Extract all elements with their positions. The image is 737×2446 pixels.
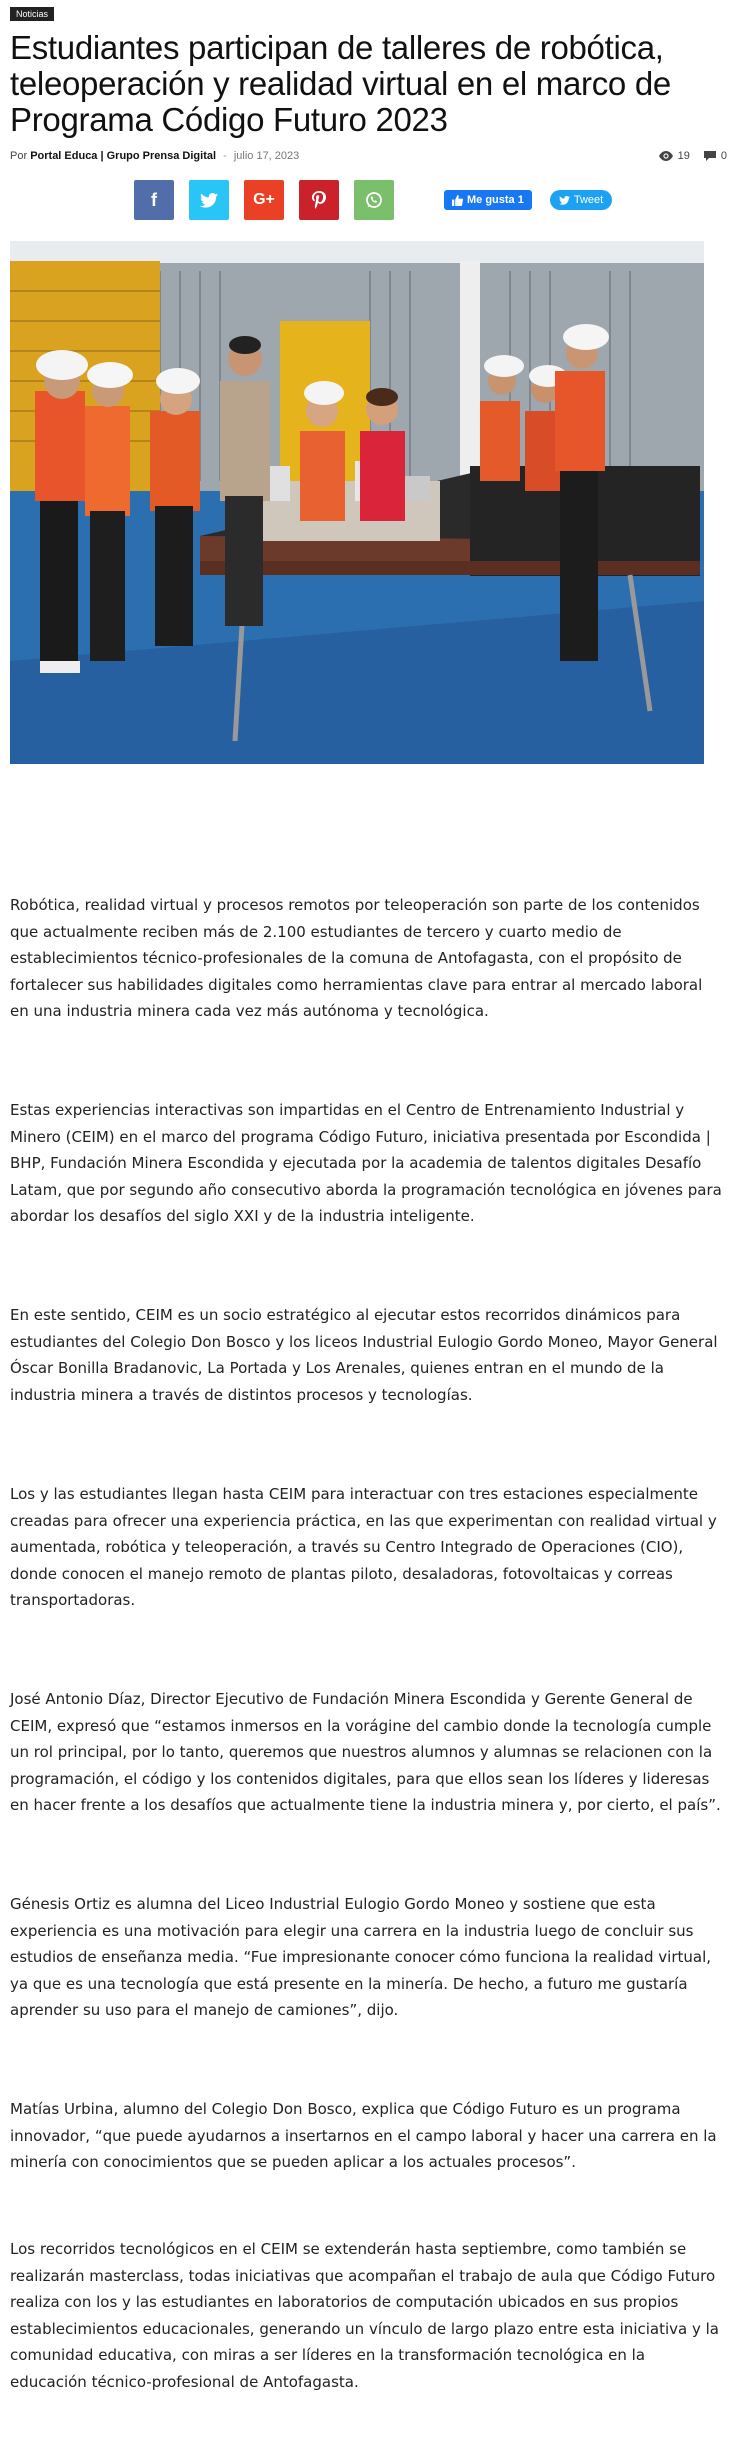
whatsapp-share-button[interactable] <box>354 180 394 220</box>
paragraph-5: José Antonio Díaz, Director Ejecutivo de Fundación Minera Escondida y Gerente General de CEIM, expresó que “estamos inmersos en la vorágine del cambio donde la tecnología cumple un rol principal, por lo tanto, queremos que nuestros alumnos y alumnas se relacionen con la programación, el código y los contenidos digitales, para que ellos sean los líderes y lideresas en hacer frente a los desafíos que actualmente tiene la industria minera y, por cierto, el país”. <box>10 1690 721 1814</box>
twitter-share-button[interactable] <box>189 180 229 220</box>
paragraph-7: Matías Urbina, alumno del Colegio Don Bosco, explica que Código Futuro es un programa innovador, “que puede ayudarnos a insertarnos en el campo laboral y hacer una carrera en la minería con conocimientos que se pueden aplicar a los actuales procesos”. <box>10 2100 717 2171</box>
like-label: Me gusta 1 <box>467 194 524 206</box>
paragraph-2: Estas experiencias interactivas son impartidas en el Centro de Entrenamiento Industrial y Minero (CEIM) en el marco del programa Código Futuro, iniciativa presentada por Escondida | BHP, Fundación Minera Escondida y ejecutada por la academia de talentos digitales Desafío Latam, que por segundo año consecutivo aborda la programación tecnológica en jóvenes para abordar los desafíos del siglo XXI y de la industria inteligente. <box>10 1101 722 1225</box>
article-stats <box>659 150 727 162</box>
facebook-like-button[interactable] <box>444 190 532 210</box>
featured-image-graphic <box>10 241 704 764</box>
facebook-share-button[interactable] <box>134 180 174 220</box>
author-link[interactable]: Portal Educa | Grupo Prensa Digital <box>30 150 217 162</box>
tweet-label: Tweet <box>573 194 604 206</box>
tweet-button[interactable] <box>550 190 612 210</box>
views-count: 19 <box>677 150 690 162</box>
paragraph-1: Robótica, realidad virtual y procesos remotos por teleoperación son parte de los contenidos que actualmente reciben más de 2.100 estudiantes de tercero y cuarto medio de establecimientos técnico-profesionales de la comuna de Antofagasta, con el propósito de fortalecer sus habilidades digitales como herramientas clave para entrar al mercado laboral en una industria minera cada vez más autónoma y tecnológica. <box>10 896 703 1020</box>
publish-date: julio 17, 2023 <box>233 150 300 162</box>
paragraph-4: Los y las estudiantes llegan hasta CEIM para interactuar con tres estaciones especialmente creadas para ofrecer una experiencia práctica, en las que experimentan con realidad virtual y aumentada, robótica y teleoperación, a través su Centro Integrado de Operaciones (CIO), donde conocen el manejo remoto de plantas piloto, desaladoras, fotovoltaicas y correas transportadoras. <box>10 1485 717 1609</box>
article-title: Estudiantes participan de talleres de robótica, teleoperación y realidad virtual en el marco de Programa Código Futuro 2023 <box>10 29 671 138</box>
googleplus-icon: G+ <box>253 191 275 208</box>
comments-count: 0 <box>720 150 727 162</box>
pinterest-share-button[interactable] <box>299 180 339 220</box>
pinterest-icon <box>312 191 326 209</box>
facebook-icon: f <box>151 189 157 210</box>
article-meta <box>10 150 727 166</box>
share-bar <box>134 180 612 220</box>
googleplus-share-button[interactable] <box>244 180 284 220</box>
views-stat <box>659 150 690 162</box>
comment-icon <box>704 151 716 162</box>
whatsapp-icon <box>365 191 383 209</box>
paragraph-6: Génesis Ortiz es alumna del Liceo Industrial Eulogio Gordo Moneo y sostiene que esta experiencia es una motivación para elegir una carrera en la industria luego de concluir sus estudios de enseñanza media. “Fue impresionante conocer cómo funciona la realidad virtual, ya que es una tecnología que está presente en la minería. De hecho, a futuro me gustaría aprender su uso para el manejo de camiones”, dijo. <box>10 1895 712 2019</box>
paragraph-8: Los recorridos tecnológicos en el CEIM se extenderán hasta septiembre, como también se realizarán masterclass, todas iniciativas que acompañan el trabajo de aula que Código Futuro realiza con los y las estudiantes en laboratorios de computación ubicados en sus propios establecimientos educacionales, generando un vínculo de largo plazo entre esta iniciativa y la comunidad educativa, con miras a ser líderes en la transformación tecnológica en la educación técnico-profesional de Antofagasta. <box>10 2240 719 2391</box>
eye-icon <box>659 151 673 161</box>
thumbs-up-icon <box>452 195 463 206</box>
twitter-icon <box>200 193 218 208</box>
by-label: Por <box>10 150 28 162</box>
paragraph-3: En este sentido, CEIM es un socio estratégico al ejecutar estos recorridos dinámicos para estudiantes del Colegio Don Bosco y los liceos Industrial Eulogio Gordo Moneo, Mayor General Óscar Bonilla Bradanovic, La Portada y Los Arenales, quienes entran en el mundo de la industria minera a través de distintos procesos y tecnologías. <box>10 1306 718 1404</box>
meta-separator: - <box>223 150 227 162</box>
twitter-bird-icon <box>559 196 570 205</box>
comments-stat[interactable] <box>704 150 727 162</box>
featured-image[interactable] <box>10 241 704 764</box>
category-badge[interactable]: Noticias <box>10 7 54 21</box>
